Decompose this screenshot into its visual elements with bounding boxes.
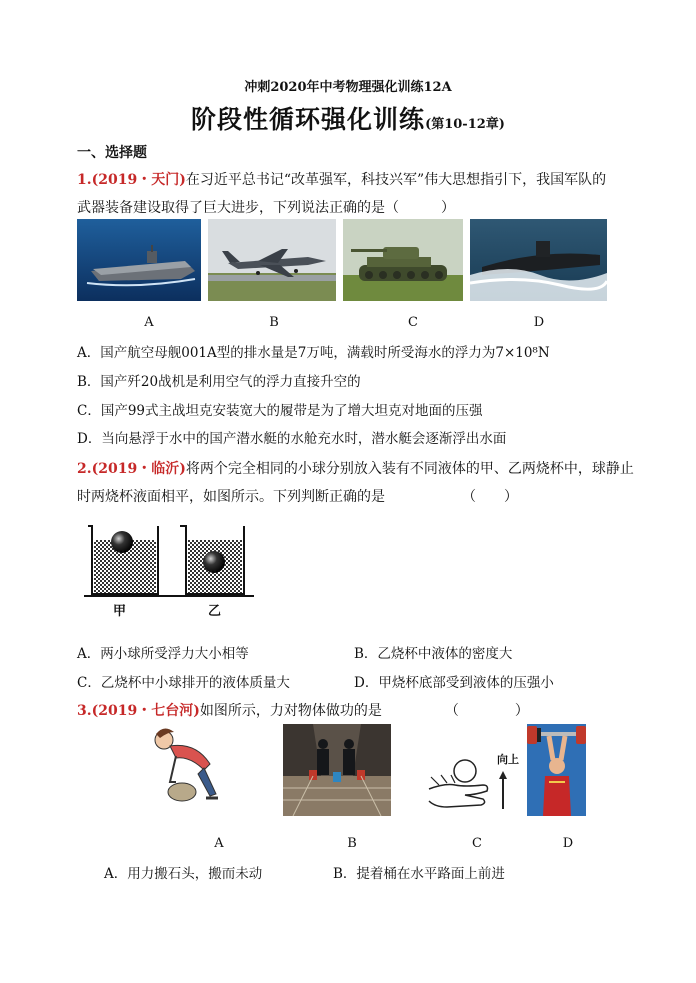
q1-image-label-b: B	[269, 315, 279, 330]
q1-stem-line1	[77, 171, 606, 189]
people-carrying-buckets-image	[283, 724, 391, 816]
q1-option-d: D．当向悬浮于水中的国产潜水艇的水舱充水时，潜水艇会逐渐浮出水面	[77, 431, 507, 447]
q3-option-a: A．用力搬石头，搬而未动	[104, 866, 263, 882]
q3-image-label-d: D	[562, 836, 574, 851]
hand-direction-label: 向上	[497, 753, 519, 766]
q1-image-label-c: C	[408, 315, 418, 330]
q1-stem-text1: 在习近平总书记“改革强军，科技兴军”伟大思想指引下，我国军队的	[185, 172, 607, 188]
person-lifting-stone-image	[146, 724, 228, 808]
q3-image-label-b: B	[347, 836, 357, 851]
q3-option-b: B．提着桶在水平路面上前进	[333, 866, 505, 882]
q1-image-label-a: A	[144, 315, 154, 330]
q1-option-c: C．国产99式主战坦克安装宽大的履带是为了增大坦克对地面的压强	[77, 403, 483, 419]
beaker-label-yi: 乙	[208, 604, 222, 619]
submarine-image	[470, 219, 607, 301]
aircraft-carrier-image	[77, 219, 201, 301]
q2-stem-line1	[77, 460, 634, 478]
title-note: (第10-12章)	[425, 117, 505, 132]
q2-option-c: C．乙烧杯中小球排开的液体质量大	[77, 675, 290, 691]
q2-source: (2019・临沂)	[91, 461, 186, 477]
q3-stem-text1: 如图所示，力对物体做功的是 （ ）	[199, 703, 529, 719]
q3-source: (2019・七台河)	[91, 703, 200, 719]
q1-stem-line2: 武器装备建设取得了巨大进步，下列说法正确的是（ ）	[77, 200, 455, 216]
q2-option-a: A．两小球所受浮力大小相等	[77, 646, 249, 662]
beaker-label-jia: 甲	[113, 604, 127, 619]
document-subtitle: 冲刺2020年中考物理强化训练12A	[244, 80, 452, 95]
weightlifter-image	[527, 724, 586, 816]
tank-image	[343, 219, 463, 301]
q2-stem-text1: 将两个完全相同的小球分别放入装有不同液体的甲、乙两烧杯中，球静止	[185, 461, 634, 477]
q3-number: 3.	[77, 703, 92, 719]
q3-image-label-a: A	[214, 836, 224, 851]
q2-number: 2.	[77, 461, 92, 477]
fighter-jet-image	[208, 219, 336, 301]
q1-image-label-d: D	[533, 315, 545, 330]
title-text: 阶段性循环强化训练	[191, 105, 426, 134]
q3-stem-line1	[77, 702, 529, 720]
q2-option-d: D．甲烧杯底部受到液体的压强小	[354, 675, 554, 691]
q3-image-label-c: C	[472, 836, 482, 851]
q2-option-b: B．乙烧杯中液体的密度大	[354, 646, 513, 662]
q1-option-b: B．国产歼20战机是利用空气的浮力直接升空的	[77, 374, 361, 390]
section-title: 一、选择题	[77, 145, 147, 161]
q1-option-a: A．国产航空母舰001A型的排水量是7万吨，满载时所受海水的浮力为7×10⁸N	[77, 345, 550, 361]
q1-source: (2019・天门)	[91, 172, 186, 188]
q1-number: 1.	[77, 172, 92, 188]
document-title	[0, 100, 696, 136]
q2-stem-line2: 时两烧杯液面相平，如图所示。下列判断正确的是 （ ）	[77, 489, 518, 505]
